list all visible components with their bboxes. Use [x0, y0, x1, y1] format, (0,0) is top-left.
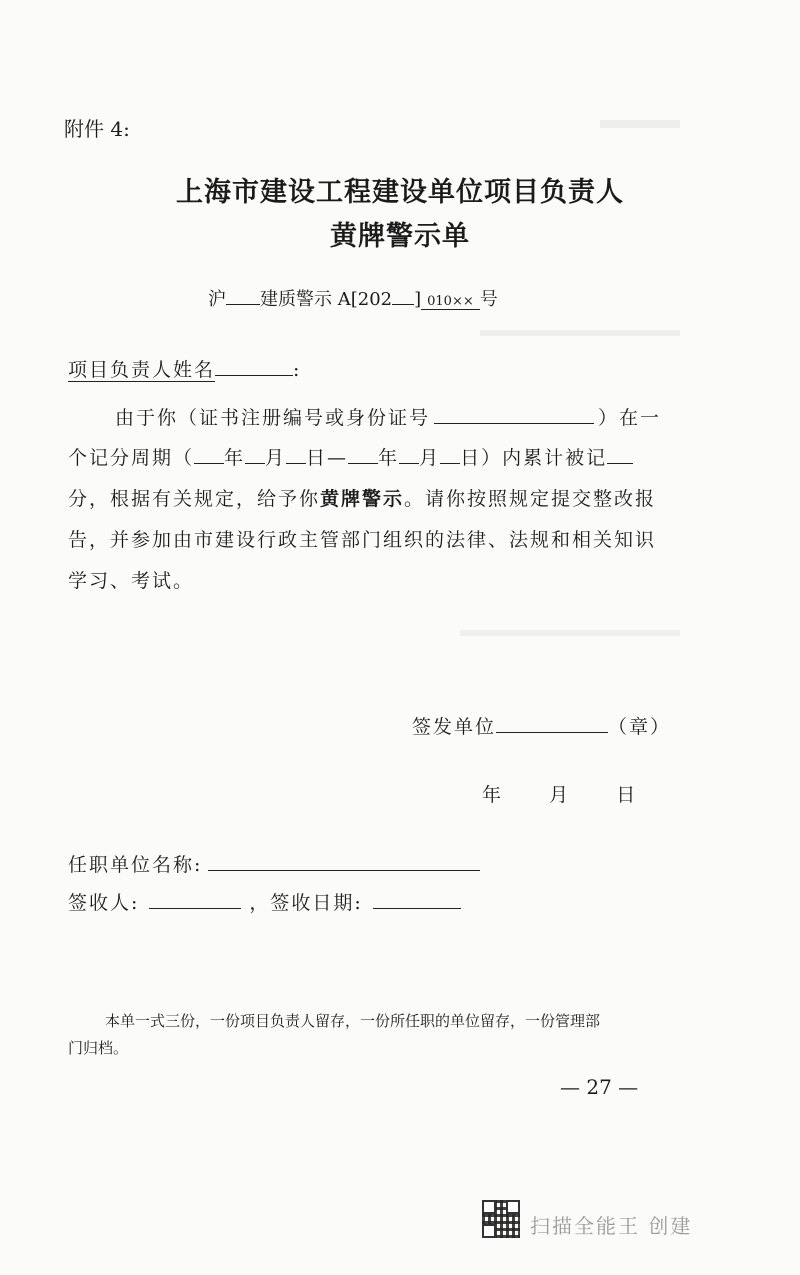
receiver-blank: [149, 890, 241, 909]
paragraph-text: 。请你按照规定提交整改报: [404, 488, 657, 510]
receive-date-blank: [373, 890, 461, 909]
document-title-line2: 黄牌警示单: [330, 221, 470, 252]
bleed-through-mark: [460, 620, 680, 636]
doc-year-blank: [392, 286, 414, 305]
paragraph-line-1: [115, 403, 661, 430]
paragraph-text: 分，根据有关规定，给予你: [68, 488, 321, 510]
seal-label: （章）: [608, 716, 672, 738]
doc-number-middle: 建质警示 A[202: [260, 289, 393, 310]
paragraph-text: 月: [419, 447, 441, 469]
yellow-card-emphasis: 黄牌警示: [320, 488, 405, 510]
doc-number-blank: [226, 286, 260, 305]
paragraph-line-3: [68, 484, 656, 511]
start-month-blank: [245, 445, 265, 464]
page-number: — 27 —: [560, 1075, 639, 1099]
issuer-label: 签发单位: [412, 716, 497, 738]
receiver-line: [68, 888, 461, 915]
issue-day-label: 日: [616, 784, 638, 806]
salutation: [68, 355, 301, 382]
footnote-line-2: 门归档。: [68, 1039, 129, 1057]
receiver-label: 签收人:: [68, 892, 140, 914]
paragraph-line-4: 告，并参加由市建设行政主管部门组织的法律、法规和相关知识: [68, 529, 657, 551]
points-blank: [607, 445, 633, 464]
paragraph-line-5: 学习、考试。: [68, 570, 195, 592]
doc-number-serial: 010××: [421, 294, 480, 310]
end-day-blank: [440, 445, 460, 464]
receive-date-label: 签收日期:: [270, 892, 363, 914]
document-title-line1: 上海市建设工程建设单位项目负责人: [176, 177, 624, 208]
paragraph-line-2: [68, 443, 633, 470]
end-month-blank: [399, 445, 419, 464]
paragraph-text: 年: [224, 447, 246, 469]
bleed-through-mark: [600, 100, 680, 128]
attachment-label: 附件 4:: [64, 117, 130, 141]
issuer-line: [412, 712, 671, 739]
receiver-separator: ，: [249, 892, 271, 914]
footnote-line-1: 本单一式三份，一份项目负责人留存，一份所任职的单位留存，一份管理部: [105, 1012, 601, 1030]
start-year-blank: [194, 445, 224, 464]
paragraph-text: 个记分周期（: [68, 447, 195, 469]
scanner-watermark: 扫描全能王 创建: [530, 1214, 693, 1238]
employer-label: 任职单位名称:: [68, 854, 203, 876]
issue-year-label: 年: [482, 784, 504, 806]
issue-date: [482, 780, 637, 807]
paragraph-text: 日）内累计被记: [460, 447, 608, 469]
employer-blank: [208, 852, 480, 871]
paragraph-text: 由于你（证书注册编号或身份证号: [115, 407, 431, 429]
doc-number-suffix: 号: [479, 289, 498, 310]
qr-code-icon: [482, 1200, 520, 1238]
salutation-label: 项目负责人姓名: [68, 359, 216, 381]
paragraph-text: 日—: [306, 447, 349, 469]
bleed-through-mark: [480, 320, 680, 336]
name-blank: [215, 357, 293, 376]
issue-month-label: 月: [549, 784, 571, 806]
paragraph-text: 年: [378, 447, 400, 469]
document-number: [208, 285, 498, 311]
end-year-blank: [348, 445, 378, 464]
id-number-blank: [434, 405, 594, 424]
doc-number-prefix: 沪: [208, 289, 226, 310]
start-day-blank: [286, 445, 306, 464]
salutation-colon: :: [293, 359, 302, 381]
doc-number-bracket: ]: [414, 289, 422, 310]
employer-line: [68, 850, 480, 877]
issuer-blank: [496, 714, 608, 733]
paragraph-text: 月: [265, 447, 287, 469]
paragraph-text: ）在一: [598, 407, 662, 429]
